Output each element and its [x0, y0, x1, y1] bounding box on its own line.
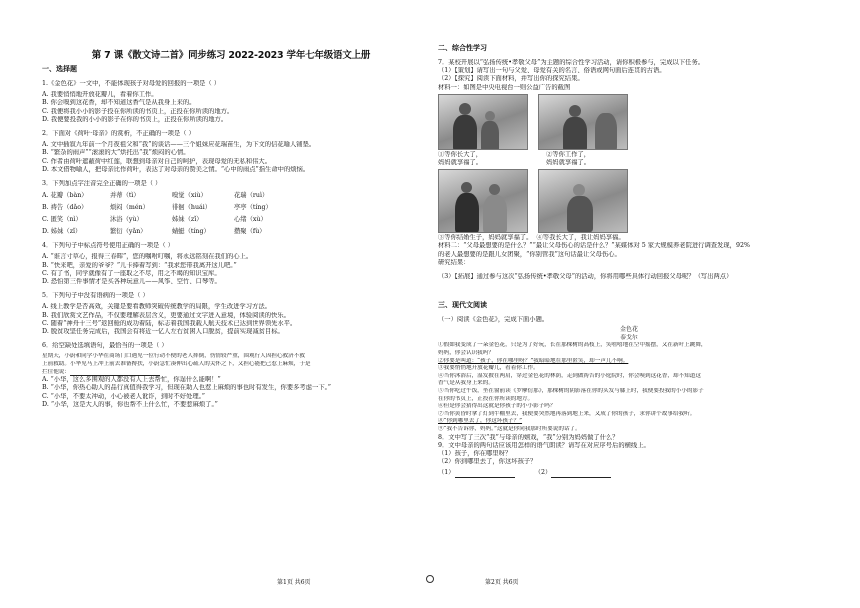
material-1: 材料一：如图是中央电视台一则公益广告的截图: [438, 83, 571, 91]
caption-2b: 妈妈就享福了。: [546, 159, 591, 167]
option-d: D. “小华，这是大人的事，你也帮不上什么忙，不要惹麻烦了。”: [42, 400, 218, 408]
option-c: C. 作者由荷叶遮蔽荷中红莲，联想到母亲对自己的呵护，表现母爱的无私和伟大。: [42, 157, 271, 165]
right-page-column: [438, 0, 820, 608]
story-line: ⑥但是你会猜得出这就是你孩子的小小影子吗？: [438, 403, 556, 410]
caption-1: ①等你长大了，: [438, 150, 483, 158]
question-stem: 6．给空缺处选填语句，最恰当的一项是（ ）: [42, 342, 168, 350]
option-b: B. 我们欣赏文艺作品，不仅要理解表层含义，更要通过文字进入意境，体验阅读的快乐。: [42, 311, 290, 319]
ad-photo-row-2: [438, 169, 820, 233]
story-line: ②你要是叫道：“孩子，你在哪里呀？”我暗暗地在那里匿笑，却一声儿不响。: [438, 357, 629, 364]
story-line: ③我要悄悄地开放花瓣儿，看着你工作。: [438, 365, 539, 372]
option-b: B. “快来吧，亲爱的爷爷？”儿卡捧着写到：“我求您带我离开这儿吧。”: [42, 261, 237, 269]
question-6: [42, 342, 420, 409]
question-8: 8．文中写了三次“我”与母亲的嬉戏，“我”分别为妈妈做了什么？: [438, 433, 619, 441]
ad-photo-work: [538, 94, 628, 150]
caption-2: ②等你工作了，: [546, 150, 591, 158]
answer-blank-2[interactable]: [551, 471, 611, 478]
story-title: 金色花: [619, 326, 638, 334]
caption-1b: 妈妈就享福了。: [438, 159, 483, 167]
option-b: B. “小华，你热心助人的品行真值得我学习，但现在助人也惹上麻烦的事也时有发生，你要多考虑一下。”: [42, 384, 331, 392]
option-c: C. 有了书，同学就像有了一座取之不尽，用之不竭的知识宝库。: [42, 269, 221, 277]
option-c: C. 随着“神舟十三号”返回舱的成功着陆，标志着我国我载人航天技术已达到世界领先水平。: [42, 319, 297, 327]
binding-hole-icon: [426, 575, 434, 583]
story-line: ⑧“你到哪里去了，你这坏孩子？”: [438, 418, 523, 425]
question-9: 9．文中母亲的两句话应该用怎样的语气朗读？请写在对应序号后的横线上。: [438, 441, 650, 449]
option-b: B. 祷告（dǎo） 烦闷（mén） 徘徊（huái） 亭亭（tíng）: [42, 204, 272, 212]
story-line: ⑨“我不告诉你，妈妈。”这就是你同我那时所要说的话了。: [438, 425, 581, 432]
option-b: B. 你会嗅到这花香，却不知道这香气是从我身上来的。: [42, 99, 196, 107]
question-2: [42, 130, 420, 174]
task-3: （3）【拓展】通过参与这次“弘扬传统•孝敬父母”的活动，你将用哪些具体行动回报父母呢？（写出两点）: [438, 273, 733, 281]
option-a: A. 文中插叙九年前一个月夜祖父和“我”的谈话——三个姐妹应花瑞苗生，为下文的信花喻人铺垫。: [42, 141, 316, 149]
answer-lines: （1） （2）: [438, 469, 820, 477]
story-line: 在你的书页上，正投在你所读的地方。: [438, 395, 534, 402]
option-c: C. 我便将我小小的影子投在你所读的书页上，正投在你所读的地方。: [42, 107, 234, 115]
material-2-line-2: 的老人最想要的是跟儿女团聚，“你别管我”这句话最让父母伤心。: [438, 250, 621, 258]
option-a: A. 我要悄悄地开放花瓣儿，看着你工作。: [42, 91, 158, 99]
question-stem: 2．下面对《荷叶·母亲》的赏析，不正确的一项是（ ）: [42, 130, 195, 138]
option-d: D. 我便要投我的小小的影子在你的书页上，正投在你所读的地方。: [42, 115, 228, 123]
ad-photo-mother-child: [438, 94, 528, 150]
section-choice-heading: 一、选择题: [42, 65, 77, 73]
question-stem: 4．下列句子中标点符号使用正确的一项是（ ）: [42, 242, 174, 250]
answer-blank-1[interactable]: [455, 471, 515, 478]
option-c: C. 匿笑（nì） 沐浴（yù） 姊妹（zǐ） 心绪（xù）: [42, 216, 267, 224]
page-number-left: 第1页 共6页: [277, 579, 311, 586]
passage-line: 星期天，小蔚和同学小华在商场门口遇见一位行动不便的老人摔倒，伤情较严重，围观行人因担心救济不救: [42, 353, 305, 360]
question-stem: 3．下列加点字注音完全正确的一项是（ ）: [42, 180, 162, 188]
question-9-item-1: （1）孩子，你在哪里呀？: [438, 449, 512, 457]
question-stem: 7．某校开展以“弘扬传统•孝敬父母”为主题的综合性学习活动，请你积极参与，完成以下任务。: [438, 59, 705, 66]
story-line: ①假如我变成了一朵金色花，只是为了好玩，长在那棵树的高枝上，笑嘻嘻地在空中摇摆，又在新叶上跳舞，: [438, 342, 707, 349]
left-page-column: [42, 0, 420, 608]
story-author: 泰戈尔: [620, 335, 638, 342]
research-result-label: 研究结果：: [438, 258, 470, 266]
task-2: （2）【探究】阅读下面材料，并写出你的探究结果。: [438, 75, 584, 83]
section-reading-heading: 三、现代文阅读: [438, 301, 487, 310]
option-c: C. “小华，不要太冲动，小心被老人讹诈，到时不好处理。”: [42, 392, 206, 400]
ad-photo-row-1: [438, 94, 820, 150]
reading-intro: （一）阅读《金色花》，完成下面小题。: [438, 316, 549, 324]
story-line: 香气是从我身上来的。: [438, 380, 494, 387]
page-title: 第 7 课《散文诗二首》同步练习 2022-2023 学年七年级语文上册: [91, 50, 371, 61]
option-a: A. 花瓣（bàn） 并蒂（tì） 嗅觉（xiù） 花瑞（ruì）: [42, 192, 269, 200]
option-d: D. 脱贫攻坚任务完成后，我国会有将近一亿人左右贫困人口脱贫，提前实现减贫目标。: [42, 328, 284, 336]
option-d: D. 姊妹（zǐ） 繁衍（yǎn） 蜻蜓（tíng） 攒聚（fù）: [42, 228, 266, 236]
material-2-line-1: 材料二：“父母最想要的是什么？”“最让父母伤心的话是什么？”某媒体对 5 家大规模养老院进行调查发现，92%: [438, 242, 750, 250]
ad-photo-elderly: [538, 169, 628, 233]
story-line: ⑦当你黄昏时拿了灯到牛棚里去，我便要突然地再落到地上来，又成了你的孩子，求你讲个故事给我听。: [438, 410, 696, 417]
question-stem: 5．下列句子中没有语病的一项是（ ）: [42, 292, 149, 300]
caption-3-4: ③等你结婚生子，妈妈就享福了。 ④等我长大了，我让妈妈享福。: [438, 234, 625, 242]
option-b: B. “繁杂的雨声”“滚滚的大”烘托出“我”烦闷的心情。: [42, 149, 190, 157]
passage-line: 拦住他说：: [42, 369, 420, 377]
page-number-right: 第2页 共6页: [485, 579, 519, 586]
option-a: A. 线上教学是否高效，关键是要看教师突破传统教学的局限，学生改进学习方法。: [42, 303, 271, 311]
question-3: [42, 180, 420, 236]
story-line: ④当你沐浴后，湿发披在两肩，穿过金色花的林荫，走到做祷告的小庭院时，你会嗅到这花香，却不知道这: [438, 372, 701, 379]
section-comprehensive-heading: 二、综合性学习: [438, 44, 487, 52]
question-4: [42, 242, 420, 286]
passage-line: 上前救助。小华见马上冲上前去准备搀扶，小蔚急忙凑伸出心疏人的关怀之下，又担心能把己惹上麻烦，于是: [42, 361, 311, 368]
task-1: （1）【策划】请写出一句与父爱、母爱有关的名言、俗语或网句面后连贯的古语。: [438, 67, 666, 75]
story-line: 妈妈，你会认识我吗？: [438, 350, 494, 357]
option-d: D. 恐怕第三件事情才是买各种玩意儿——风筝、空竹、口琴等。: [42, 278, 221, 286]
question-1: [42, 80, 420, 124]
story-line: ⑤当你吃过午饭，坐在窗前读《罗摩衍那》，那棵树的阴影落在你的头发与膝上时，我便要投我的小小的影子: [438, 388, 704, 394]
option-a: A. “谁言寸草心，报得三春晖”，您的嘱咐叮嘱，将永远铭刻在我们的心上。: [42, 253, 253, 261]
ad-captions-row-1: [438, 151, 820, 167]
story-text: [438, 342, 820, 433]
question-stem: 1.《金色花》一文中，不能体现孩子对母爱的回报的一项是（ ）: [42, 80, 221, 87]
ad-photo-wedding: [438, 169, 528, 233]
question-9-item-2: （2）你到哪里去了，你这坏孩子？: [438, 458, 537, 466]
question-5: [42, 292, 420, 336]
option-a: A. “小华，这么多围观的人都没有人上去帮忙，你逞什么能啊！”: [42, 376, 221, 384]
option-d: D. 本文借物喻人，把母亲比作荷叶，表达了对母亲的赞美之情。“心中的雨点”指生命中的烦恼。: [42, 165, 310, 173]
